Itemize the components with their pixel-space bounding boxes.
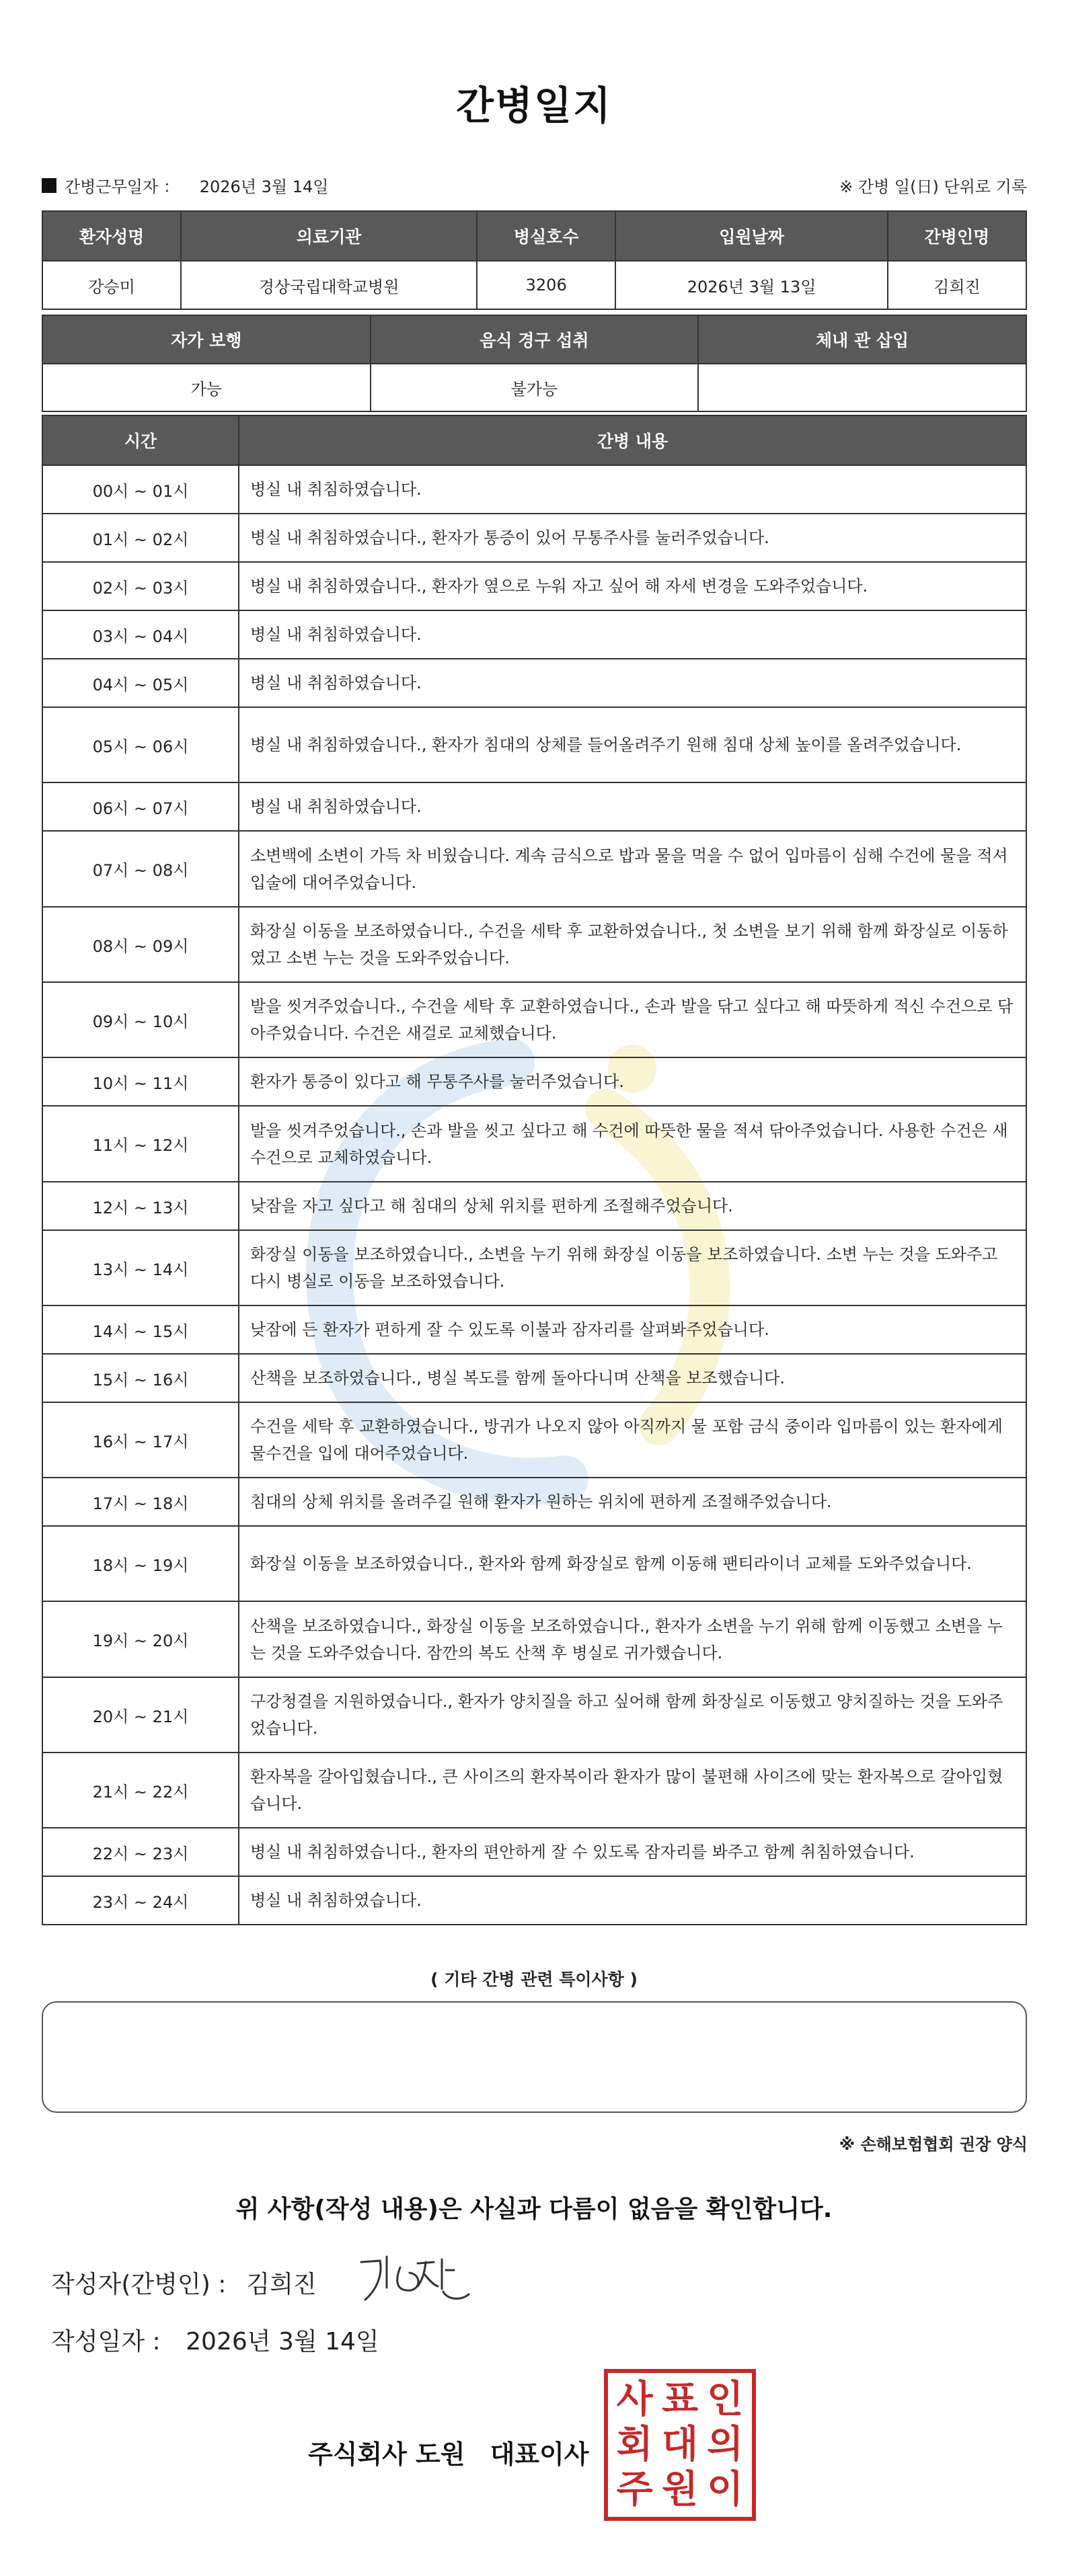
log-time: 06시 ~ 07시: [42, 782, 239, 831]
notes-title: ( 기타 간병 관련 특이사항 ): [430, 1970, 638, 1989]
hospital: 경상국립대학교병원: [181, 261, 477, 309]
log-time: 18시 ~ 19시: [42, 1526, 239, 1601]
log-time: 12시 ~ 13시: [42, 1182, 239, 1230]
recommendation-note: ※ 손해보험협회 권장 양식: [839, 2135, 1028, 2154]
company-seal-stamp: [604, 2369, 756, 2521]
log-time: 17시 ~ 18시: [42, 1478, 239, 1526]
room-number: 3206: [477, 261, 615, 309]
log-content: 병실 내 취침하였습니다., 환자가 옆으로 누워 자고 싶어 해 자세 변경을 도와주었습니다.: [239, 562, 1026, 610]
written-date-label: 작성일자 :: [51, 2328, 161, 2356]
caregiver-name: 김희진: [888, 261, 1026, 309]
log-time: 15시 ~ 16시: [42, 1354, 239, 1402]
log-content: 산책을 보조하였습니다., 병실 복도를 함께 돌아다니며 산책을 보조했습니다.: [239, 1354, 1026, 1402]
writer-line: [51, 2265, 317, 2300]
log-content: 발을 씻겨주었습니다., 손과 발을 씻고 싶다고 해 수건에 따뜻한 물을 적셔 닦아주었습니다. 사용한 수건은 새 수건으로 교체하였습니다.: [239, 1106, 1026, 1182]
work-date-label: 간병근무일자 ：: [65, 177, 180, 196]
log-time: 01시 ~ 02시: [42, 514, 239, 562]
work-date-value: 2026년 3월 14일: [199, 177, 329, 196]
log-time: 20시 ~ 21시: [42, 1677, 239, 1753]
log-time: 19시 ~ 20시: [42, 1601, 239, 1677]
log-row: [42, 1753, 1026, 1828]
log-content: 병실 내 취침하였습니다.: [239, 610, 1026, 659]
log-time: 05시 ~ 06시: [42, 707, 239, 782]
log-row: [42, 1230, 1026, 1305]
representative-title: 대표이사: [490, 2440, 589, 2469]
log-content: 화장실 이동을 보조하였습니다., 소변을 누기 위해 화장실 이동을 보조하였습니다. 소변 누는 것을 도와주고 다시 병실로 이동을 보조하였습니다.: [239, 1230, 1026, 1305]
care-status-table: [42, 315, 1027, 412]
log-row: [42, 1478, 1026, 1526]
log-content: 환자가 통증이 있다고 해 무통주사를 눌러주었습니다.: [239, 1057, 1026, 1106]
confirmation-statement: 위 사항(작성 내용)은 사실과 다름이 없음을 확인합니다.: [235, 2196, 833, 2223]
log-row: [42, 514, 1026, 562]
log-row: [42, 1182, 1026, 1230]
log-time: 03시 ~ 04시: [42, 610, 239, 659]
log-content: 병실 내 취침하였습니다., 환자가 침대의 상체를 들어올려주기 원해 침대 상체 높이를 올려주었습니다.: [239, 707, 1026, 782]
care-log-body: [42, 465, 1026, 1925]
log-content: 병실 내 취침하였습니다.: [239, 659, 1026, 707]
log-time: 02시 ~ 03시: [42, 562, 239, 610]
patient-info-table: [42, 210, 1027, 310]
log-row: [42, 782, 1026, 831]
log-content: 소변백에 소변이 가득 차 비웠습니다. 계속 금식으로 밥과 물을 먹을 수 없어 입마름이 심해 수건에 물을 적셔 입술에 대어주었습니다.: [239, 831, 1026, 907]
header-tube-insertion: 체내 관 삽입: [698, 315, 1026, 364]
log-time: 10시 ~ 11시: [42, 1057, 239, 1106]
log-content: 낮잠을 자고 싶다고 해 침대의 상체 위치를 편하게 조절해주었습니다.: [239, 1182, 1026, 1230]
company-line: [308, 2433, 589, 2470]
log-content: 화장실 이동을 보조하였습니다., 수건을 세탁 후 교환하였습니다., 첫 소변을 보기 위해 함께 화장실로 이동하였고 소변 누는 것을 도와주었습니다.: [239, 907, 1026, 982]
unit-note: ※ 간병 일(日) 단위로 기록: [839, 177, 1027, 196]
log-row: [42, 610, 1026, 659]
log-content: 산책을 보조하였습니다., 화장실 이동을 보조하였습니다., 환자가 소변을 누기 위해 함께 이동했고 소변을 누는 것을 도와주었습니다. 잠깐의 복도 산책 후 병실로 귀가했습니다.: [239, 1601, 1026, 1677]
log-content: 발을 씻겨주었습니다., 수건을 세탁 후 교환하였습니다., 손과 발을 닦고 싶다고 해 따뜻하게 적신 수건으로 닦아주었습니다. 수건은 새걸로 교체했습니다.: [239, 982, 1026, 1057]
log-time: 22시 ~ 23시: [42, 1828, 239, 1876]
log-row: [42, 982, 1026, 1057]
log-row: [42, 465, 1026, 514]
document-title: 간병일지: [455, 83, 613, 128]
header-time: 시간: [42, 415, 239, 465]
patient-name: 강승미: [42, 261, 181, 309]
meta-row: [42, 173, 1027, 198]
tube-insertion-value: [698, 364, 1026, 411]
seal-character: 회: [616, 2422, 653, 2466]
seal-character: 주: [616, 2468, 653, 2512]
log-content: 병실 내 취침하였습니다., 환자의 편안하게 잘 수 있도록 잠자리를 봐주고 함께 취침하였습니다.: [239, 1828, 1026, 1876]
log-row: [42, 562, 1026, 610]
log-content: 환자복을 갈아입혔습니다., 큰 사이즈의 환자복이라 환자가 많이 불편해 사이즈에 맞는 환자복으로 갈아입혔습니다.: [239, 1753, 1026, 1828]
header-self-walking: 자가 보행: [42, 315, 371, 364]
log-content: 낮잠에 든 환자가 편하게 잘 수 있도록 이불과 잠자리를 살펴봐주었습니다.: [239, 1305, 1026, 1354]
log-time: 00시 ~ 01시: [42, 465, 239, 514]
bullet-square-icon: [42, 178, 56, 193]
header-caregiver: 간병인명: [888, 211, 1026, 261]
header-patient-name: 환자성명: [42, 211, 181, 261]
log-row: [42, 1305, 1026, 1354]
log-row: [42, 1526, 1026, 1601]
seal-character: 의: [707, 2422, 744, 2466]
admission-date: 2026년 3월 13일: [615, 261, 888, 309]
log-time: 04시 ~ 05시: [42, 659, 239, 707]
log-row: [42, 1106, 1026, 1182]
log-time: 16시 ~ 17시: [42, 1402, 239, 1478]
seal-character: 원: [661, 2468, 699, 2512]
log-content: 병실 내 취침하였습니다.: [239, 782, 1026, 831]
care-log-table: [42, 415, 1027, 1925]
handwritten-signature: [353, 2247, 474, 2308]
log-content: 병실 내 취침하였습니다.: [239, 465, 1026, 514]
header-hospital: 의료기관: [181, 211, 477, 261]
written-date-line: [51, 2323, 379, 2357]
seal-character: 이: [707, 2468, 744, 2512]
self-walking-value: 가능: [42, 364, 371, 411]
log-content: 수건을 세탁 후 교환하였습니다., 방귀가 나오지 않아 아직까지 물 포함 금식 중이라 입마름이 있는 환자에게 물수건을 입에 대어주었습니다.: [239, 1402, 1026, 1478]
log-time: 13시 ~ 14시: [42, 1230, 239, 1305]
seal-character: 표: [661, 2377, 699, 2421]
log-row: [42, 1057, 1026, 1106]
log-row: [42, 1828, 1026, 1876]
seal-character: 사: [616, 2377, 653, 2421]
log-time: 11시 ~ 12시: [42, 1106, 239, 1182]
header-oral-intake: 음식 경구 섭취: [371, 315, 699, 364]
written-date-value: 2026년 3월 14일: [186, 2328, 379, 2356]
oral-intake-value: 불가능: [371, 364, 699, 411]
log-time: 21시 ~ 22시: [42, 1753, 239, 1828]
log-row: [42, 831, 1026, 907]
header-admission-date: 입원날짜: [615, 211, 888, 261]
seal-grid: [612, 2377, 748, 2513]
log-time: 23시 ~ 24시: [42, 1876, 239, 1925]
log-row: [42, 1354, 1026, 1402]
writer-name: 김희진: [246, 2271, 317, 2298]
log-row: [42, 1402, 1026, 1478]
log-content: 화장실 이동을 보조하였습니다., 환자와 함께 화장실로 함께 이동해 팬티라이너 교체를 도와주었습니다.: [239, 1526, 1026, 1601]
log-time: 14시 ~ 15시: [42, 1305, 239, 1354]
log-time: 07시 ~ 08시: [42, 831, 239, 907]
log-content: 구강청결을 지원하였습니다., 환자가 양치질을 하고 싶어해 함께 화장실로 이동했고 양치질하는 것을 도와주었습니다.: [239, 1677, 1026, 1753]
writer-label: 작성자(간병인) :: [51, 2271, 227, 2298]
log-row: [42, 1601, 1026, 1677]
header-care-content: 간병 내용: [239, 415, 1026, 465]
log-time: 09시 ~ 10시: [42, 982, 239, 1057]
notes-box: [42, 2001, 1027, 2113]
company-name: 주식회사 도원: [308, 2440, 465, 2469]
header-room: 병실호수: [477, 211, 615, 261]
log-time: 08시 ~ 09시: [42, 907, 239, 982]
log-row: [42, 1677, 1026, 1753]
log-row: [42, 659, 1026, 707]
seal-character: 대: [661, 2422, 699, 2466]
seal-character: 인: [707, 2377, 744, 2421]
log-row: [42, 907, 1026, 982]
log-row: [42, 707, 1026, 782]
log-row: [42, 1876, 1026, 1925]
work-date: [42, 173, 328, 197]
log-content: 병실 내 취침하였습니다., 환자가 통증이 있어 무통주사를 눌러주었습니다.: [239, 514, 1026, 562]
log-content: 침대의 상체 위치를 올려주길 원해 환자가 원하는 위치에 편하게 조절해주었습니다.: [239, 1478, 1026, 1526]
log-content: 병실 내 취침하였습니다.: [239, 1876, 1026, 1925]
